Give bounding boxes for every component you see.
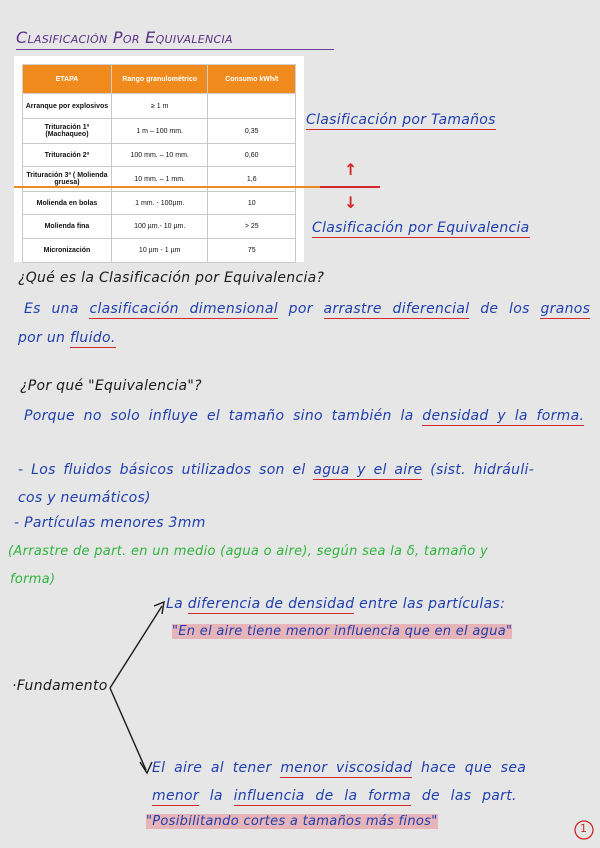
- cell-consumption: 10: [208, 192, 296, 215]
- cell-range: 1 m – 100 mm.: [111, 119, 208, 144]
- cell-stage: Micronización: [23, 239, 112, 263]
- arrow-up-branch: [110, 606, 162, 688]
- cell-consumption: 75: [208, 239, 296, 263]
- answer-underlined: clasificación dimensional: [89, 301, 278, 317]
- cell-range: 100 µm.- 10 µm.: [111, 215, 208, 239]
- cell-range: 10 mm. – 1 mm.: [111, 167, 208, 192]
- fund-underlined: menor: [152, 788, 199, 804]
- green-note-line-1: (Arrastre de part. en un medio (agua o aire), según sea la δ, tamaño y: [8, 544, 488, 559]
- side-label-sizes: Clasificación por Tamaños: [306, 112, 496, 128]
- answer-text: Es una: [24, 301, 79, 317]
- answer-text: por: [288, 301, 313, 317]
- cell-stage: Trituración 1ª (Machaqueo): [23, 119, 112, 144]
- arrow-down-branch: [110, 688, 146, 770]
- fund-text: la: [209, 788, 223, 804]
- arrow-up-head-icon: [154, 602, 164, 614]
- cell-consumption: 0,60: [208, 144, 296, 167]
- fundamento-top-line-1: [166, 596, 505, 612]
- fundamento-bottom-quote: "Posibilitando cortes a tamaños más finos": [146, 814, 438, 829]
- up-arrow-icon: ↑: [344, 160, 358, 179]
- cell-range: 100 mm. – 10 mm.: [111, 144, 208, 167]
- cell-stage: Trituración 2ª: [23, 144, 112, 167]
- cell-stage: Arranque por explosivos: [23, 94, 112, 119]
- green-note-line-2: forma): [10, 572, 56, 587]
- cell-stage: Trituración 3ª ( Molienda gruesa): [23, 167, 112, 192]
- cell-consumption: 0,35: [208, 119, 296, 144]
- note-text: - Los fluidos básicos utilizados son el: [18, 462, 306, 478]
- question-1: ¿Qué es la Clasificación por Equivalencia?: [18, 270, 325, 286]
- answer-underlined: arrastre diferencial: [323, 301, 470, 317]
- header-stage: ETAPA: [23, 65, 112, 94]
- question-2: ¿Por qué "Equivalencia"?: [20, 378, 202, 394]
- note-text: (sist. hidráuli-: [430, 462, 535, 478]
- note-2: - Partículas menores 3mm: [14, 515, 206, 531]
- note-1-line-2: cos y neumáticos): [18, 490, 151, 506]
- fundamento-label: ·Fundamento: [12, 678, 108, 694]
- fund-underlined: menor viscosidad: [280, 760, 413, 776]
- note-underlined: agua y el aire: [313, 462, 423, 478]
- down-arrow-icon: ↓: [344, 193, 358, 212]
- fund-text: entre las partículas:: [359, 596, 506, 612]
- fund-text: de las part.: [421, 788, 517, 804]
- cell-stage: Molienda fina: [23, 215, 112, 239]
- page-number: 1: [580, 822, 587, 835]
- arrow-down-head-icon: [140, 762, 152, 773]
- cell-range: 10 µm - 1 µm: [111, 239, 208, 263]
- cell-stage: Molienda en bolas: [23, 192, 112, 215]
- answer-text: por un: [18, 330, 66, 346]
- fund-text: El aire al tener: [152, 760, 272, 776]
- fund-text: hace que sea: [421, 760, 527, 776]
- fund-underlined: diferencia de densidad: [187, 596, 355, 612]
- cell-consumption: 1,6: [208, 167, 296, 192]
- fund-text: La: [166, 596, 183, 612]
- cell-range: 1 mm. - 100µm.: [111, 192, 208, 215]
- answer-underlined: fluido.: [69, 330, 116, 346]
- answer-underlined: densidad y la forma.: [422, 408, 585, 424]
- fundamento-bottom-line-1: [152, 760, 526, 776]
- fund-underlined: influencia de la forma: [233, 788, 412, 804]
- fundamento-bottom-line-2: [152, 788, 517, 804]
- answer-underlined: granos: [540, 301, 591, 317]
- fundamento-top-quote: "En el aire tiene menor influencia que en el agua": [172, 624, 513, 639]
- cell-consumption: > 25: [208, 215, 296, 239]
- header-consumption: Consumo kWh/t: [208, 65, 296, 94]
- header-range: Rango granulométrico: [111, 65, 208, 94]
- answer-text: Porque no solo influye el tamaño sino también la: [24, 408, 414, 424]
- answer-text: de los: [480, 301, 530, 317]
- cell-range: ≥ 1 m: [111, 94, 208, 119]
- page-title: Clasificación Por Equivalencia: [16, 28, 334, 50]
- side-label-equivalence: Clasificación por Equivalencia: [312, 220, 530, 236]
